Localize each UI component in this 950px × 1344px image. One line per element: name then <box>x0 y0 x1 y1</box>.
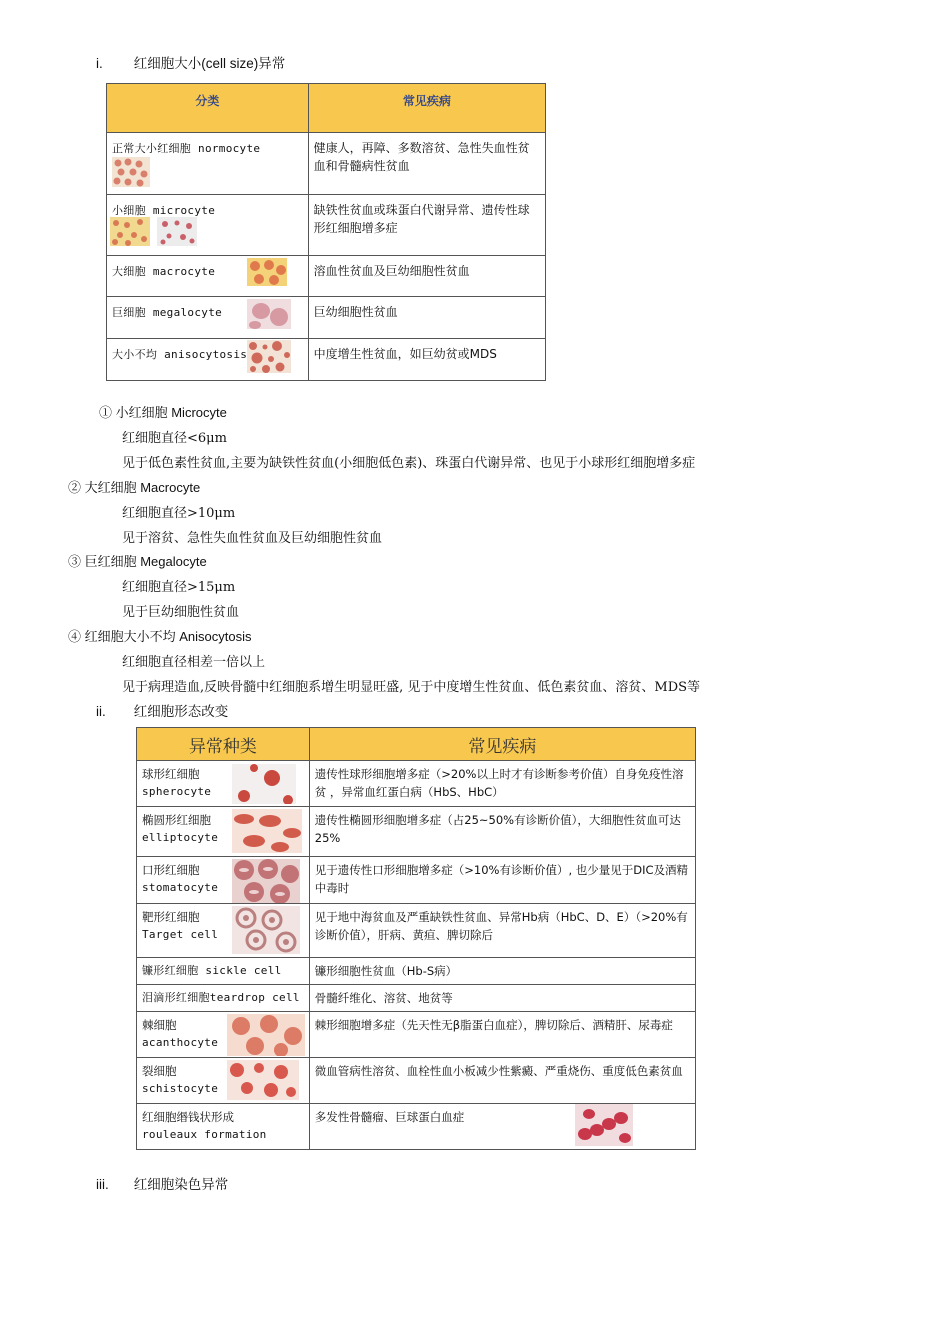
row-cn-label: 口形红细胞 <box>142 863 200 877</box>
note-title: ② 大红细胞 Macrocyte <box>68 480 201 495</box>
row-disease: 微血管病性溶贫、血栓性血小板减少性紫癜、严重烧伤、重度低色素贫血 <box>309 1058 695 1104</box>
table-row <box>137 1058 696 1104</box>
normocyte-image <box>112 157 150 187</box>
stomatocyte-image <box>232 859 300 903</box>
row-cn-label: 靶形红细胞 <box>142 910 200 924</box>
table-row <box>107 256 546 297</box>
row-disease: 见于地中海贫血及严重缺铁性贫血、异常Hb病（HbC、D、E）（>20%有诊断价值），肝病、黄疸、脾切除后 <box>309 904 695 958</box>
table-row <box>107 297 546 339</box>
row-disease: 溶血性贫血及巨幼细胞性贫血 <box>308 256 545 297</box>
acanthocyte-image <box>227 1014 305 1056</box>
header-disease: 常见疾病 <box>308 84 545 133</box>
row-cn-label: 球形红细胞 <box>142 767 200 781</box>
row-en-label: Target cell <box>142 928 219 941</box>
cell-shape-table <box>136 727 696 1150</box>
schistocyte-image <box>227 1060 299 1100</box>
section-ii-heading <box>96 700 228 720</box>
row-disease: 巨幼细胞性贫血 <box>308 297 545 339</box>
note-line: 红细胞直径相差一倍以上 <box>122 655 266 670</box>
row-cn-label: 裂细胞 <box>142 1064 177 1078</box>
row-disease: 健康人，再障、多数溶贫、急性失血性贫血和骨髓病性贫血 <box>308 133 545 195</box>
table-row <box>107 133 546 195</box>
table-row <box>137 1104 696 1150</box>
section-iii-title: 红细胞染色异常 <box>133 1177 229 1192</box>
row-cn-label: 镰形红细胞 sickle cell <box>142 964 282 977</box>
note-line: 见于溶贫、急性失血性贫血及巨幼细胞性贫血 <box>122 531 383 546</box>
section-ii-number: ii. <box>96 704 106 719</box>
table-row <box>137 985 696 1012</box>
note-line: 见于低色素性贫血,主要为缺铁性贫血(小细胞低色素)、珠蛋白代谢异常、也见于小球形红细胞增多症 <box>122 456 696 471</box>
note-title: ① 小红细胞 Microcyte <box>99 405 227 420</box>
header-category: 分类 <box>107 84 309 133</box>
row-cn-label: 棘细胞 <box>142 1018 177 1032</box>
row-label: 大小不均 anisocytosis <box>112 348 248 361</box>
row-cn-label: 泪滴形红细胞teardrop cell <box>142 991 300 1004</box>
note-title: ③ 巨红细胞 Megalocyte <box>68 554 207 569</box>
megalocyte-image <box>247 299 291 329</box>
table-row <box>137 958 696 985</box>
row-label: 小细胞 microcyte <box>112 204 216 217</box>
section-ii-title: 红细胞形态改变 <box>133 704 229 719</box>
row-label: 大细胞 macrocyte <box>112 265 216 278</box>
microcyte-image-1 <box>110 217 150 246</box>
row-label: 正常大小红细胞 normocyte <box>112 142 261 155</box>
row-disease: 多发性骨髓瘤、巨球蛋白血症 <box>314 1110 465 1124</box>
note-line: 红细胞直径>10μm <box>122 506 236 521</box>
section-iii-heading <box>96 1173 228 1193</box>
rouleaux-image <box>575 1104 633 1146</box>
row-disease: 棘形细胞增多症（先天性无β脂蛋白血症），脾切除后、酒精肝、尿毒症 <box>309 1012 695 1058</box>
macrocyte-image <box>247 258 287 286</box>
row-cn-label: 红细胞缗钱状形成 <box>142 1110 234 1124</box>
header-common-disease: 常见疾病 <box>309 728 695 761</box>
note-line: 红细胞直径<6μm <box>122 431 227 446</box>
note-line: 红细胞直径>15μm <box>122 580 236 595</box>
row-disease: 骨髓纤维化、溶贫、地贫等 <box>309 985 695 1012</box>
cell-shape-table-header <box>137 728 696 761</box>
table-row <box>107 339 546 381</box>
header-abnormal-type: 异常种类 <box>137 728 310 761</box>
table-row <box>137 857 696 904</box>
row-en-label: elliptocyte <box>142 831 219 844</box>
row-en-label: schistocyte <box>142 1082 219 1095</box>
spherocyte-image <box>232 764 296 804</box>
section-iii-number: iii. <box>96 1177 109 1192</box>
note-line: 见于病理造血,反映骨髓中红细胞系增生明显旺盛, 见于中度增生性贫血、低色素贫血、溶贫、MDS等 <box>122 680 701 695</box>
row-en-label: stomatocyte <box>142 881 219 894</box>
section-i-number: i. <box>96 56 103 71</box>
table-row <box>137 904 696 958</box>
row-label: 巨细胞 megalocyte <box>112 306 223 319</box>
table-row <box>107 195 546 256</box>
row-disease: 见于遗传性口形细胞增多症（>10%有诊断价值）, 也少量见于DIC及酒精中毒时 <box>309 857 695 904</box>
target-cell-image <box>232 906 300 954</box>
cell-size-table <box>106 83 546 381</box>
row-en-label: rouleaux formation <box>142 1128 267 1141</box>
table-row <box>137 807 696 857</box>
row-disease: 中度增生性贫血，如巨幼贫或MDS <box>308 339 545 381</box>
row-disease: 缺铁性贫血或珠蛋白代谢异常、遗传性球形红细胞增多症 <box>308 195 545 256</box>
row-disease: 遗传性球形细胞增多症（>20%以上时才有诊断参考价值）自身免疫性溶贫 ，异常血红蛋白病（HbS、HbC） <box>309 761 695 807</box>
row-en-label: spherocyte <box>142 785 212 798</box>
row-disease: 遗传性椭圆形细胞增多症（占25~50%有诊断价值），大细胞性贫血可达25% <box>309 807 695 857</box>
row-disease: 镰形细胞性贫血（Hb-S病） <box>309 958 695 985</box>
note-line: 见于巨幼细胞性贫血 <box>122 605 240 620</box>
table-row <box>137 1012 696 1058</box>
note-title: ④ 红细胞大小不均 Anisocytosis <box>68 629 252 644</box>
section-i-heading <box>96 52 285 72</box>
table-row <box>137 761 696 807</box>
row-en-label: acanthocyte <box>142 1036 219 1049</box>
microcyte-image-2 <box>157 217 197 246</box>
cell-size-table-header <box>107 84 546 133</box>
anisocytosis-image <box>247 340 291 373</box>
row-cn-label: 椭圆形红细胞 <box>142 813 211 827</box>
section-i-title: 红细胞大小(cell size)异常 <box>133 56 286 71</box>
elliptocyte-image <box>232 809 302 853</box>
